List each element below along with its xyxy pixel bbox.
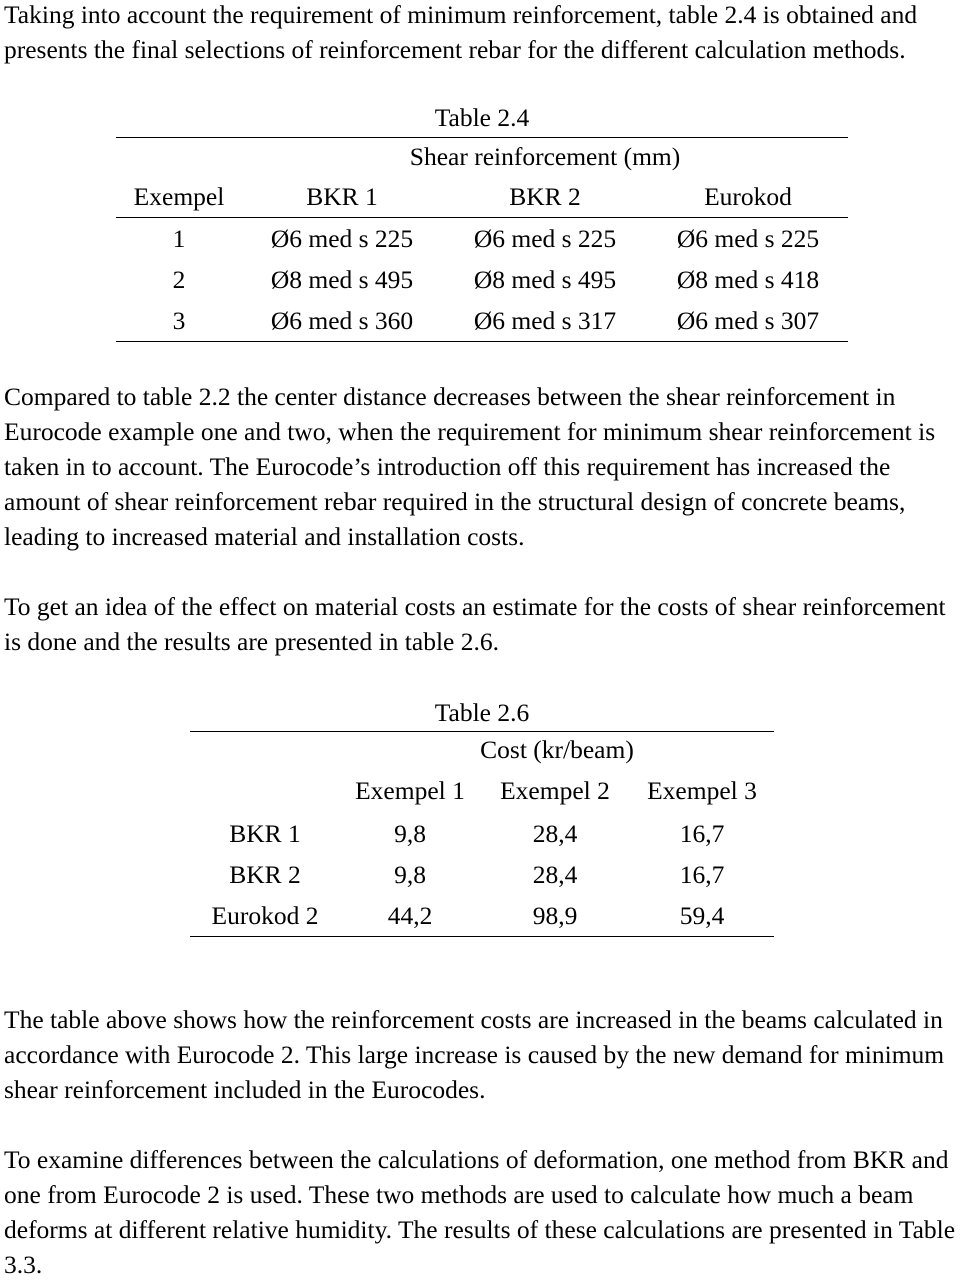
table-cell: Ø8 med s 418 <box>676 264 820 294</box>
table-header-cell: Exempel 2 <box>500 775 610 805</box>
table-cell: 98,9 <box>480 895 630 937</box>
cost-analysis-paragraph: The table above shows how the reinforcement costs are increased in the beams calculated in accordance with Eurocode 2. This large increase is caused by the new demand for minimum shear reinforcement included in the Eurocodes. <box>4 1005 945 1104</box>
table-cell: Ø6 med s 307 <box>648 300 848 342</box>
table-row-label: BKR 1 <box>229 818 301 848</box>
table-row <box>116 259 848 300</box>
table-cell: 59,4 <box>630 895 774 937</box>
table-2-6 <box>190 731 774 937</box>
table-row-label: BKR 2 <box>229 859 301 889</box>
table-cell: 16,7 <box>679 859 725 889</box>
table-header-cell: Eurokod <box>648 176 848 218</box>
table-header-cell <box>190 768 340 813</box>
table-cell: Ø6 med s 317 <box>442 300 648 342</box>
table-2-4 <box>116 137 848 342</box>
table-cell: Ø6 med s 360 <box>242 300 442 342</box>
table-cell: 28,4 <box>532 859 578 889</box>
table-cell: Ø6 med s 225 <box>473 223 617 253</box>
table-2-6-caption: Table 2.6 <box>434 698 530 727</box>
cost-intro-paragraph: To get an idea of the effect on material costs an estimate for the costs of shear reinforcement is done and the results are presented in table 2.6. <box>4 592 946 656</box>
table-cell: 3 <box>116 300 242 342</box>
table-row-label: Eurokod 2 <box>190 895 340 937</box>
intro-paragraph: Taking into account the requirement of minimum reinforcement, table 2.4 is obtained and presents the final selections of reinforcement rebar for the different calculation methods. <box>4 0 918 64</box>
table-header-cell: BKR 2 <box>442 176 648 218</box>
table-cell: Ø8 med s 495 <box>270 264 414 294</box>
table-cell: Ø6 med s 225 <box>270 223 414 253</box>
table-row <box>116 300 848 342</box>
table-header-cell: Exempel <box>116 176 242 218</box>
table-2-4-span-header: Shear reinforcement (mm) <box>409 142 681 171</box>
table-cell: 44,2 <box>340 895 480 937</box>
table-cell: 9,8 <box>394 859 426 889</box>
table-cell: 16,7 <box>679 818 725 848</box>
table-header-cell: BKR 1 <box>242 176 442 218</box>
table-header-cell: Exempel 3 <box>647 775 757 805</box>
table-cell: 9,8 <box>394 818 426 848</box>
table-row <box>190 854 774 895</box>
table-row <box>116 218 848 260</box>
table-row <box>190 813 774 854</box>
table-cell: 1 <box>172 223 186 253</box>
deformation-paragraph: To examine differences between the calculations of deformation, one method from BKR and one from Eurocode 2 is used. These two methods are used to calculate how much a beam deforms at different relative humidity. The results of these calculations are presented in Table 3.3. <box>4 1145 956 1279</box>
table-2-6-span-header: Cost (kr/beam) <box>480 735 634 764</box>
table-cell: Ø6 med s 225 <box>676 223 820 253</box>
table-row <box>190 895 774 937</box>
table-2-4-caption: Table 2.4 <box>434 103 530 132</box>
table-cell: 28,4 <box>532 818 578 848</box>
comparison-paragraph: Compared to table 2.2 the center distance decreases between the shear reinforcement in Eurocode example one and two, when the requirement for minimum shear reinforcement is taken in to account. The Eurocode’s introduction off this requirement has increased the amount of shear reinforcement rebar required in the structural design of concrete beams, leading to increased material and installation costs. <box>4 382 936 551</box>
table-cell: Ø8 med s 495 <box>473 264 617 294</box>
table-header-cell: Exempel 1 <box>355 775 465 805</box>
table-cell: 2 <box>172 264 186 294</box>
